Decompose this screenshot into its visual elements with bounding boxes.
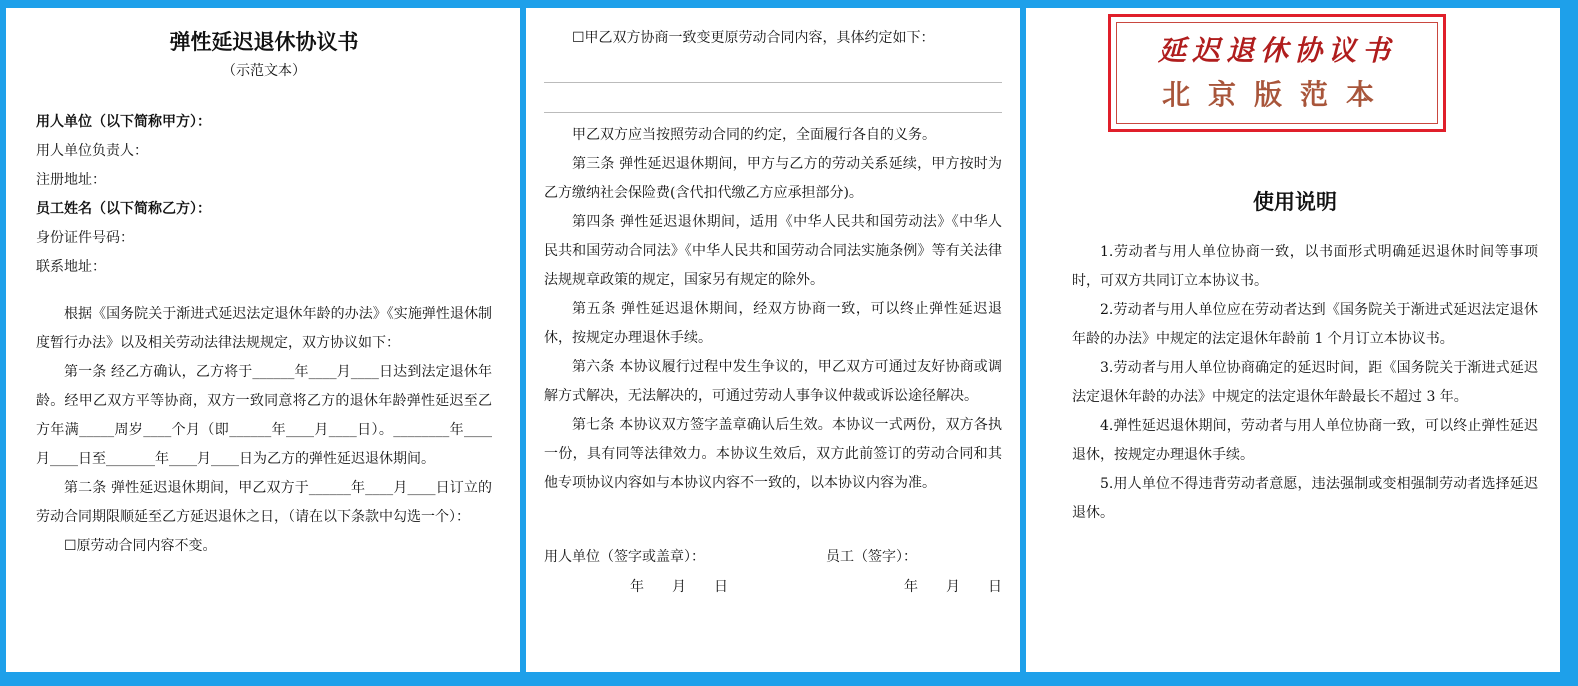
usage-notes-page — [1026, 8, 1560, 672]
usage-item: 1.劳动者与用人单位协商一致，以书面形式明确延迟退休时间等事项时，可双方共同订立本协议书。 — [1072, 244, 1538, 289]
usage-title: 使用说明 — [1253, 190, 1337, 214]
option-change-contract: ☐甲乙双方协商一致变更原劳动合同内容，具体约定如下： — [572, 30, 935, 46]
document-title: 弹性延迟退休协议书 — [169, 30, 359, 54]
party-b-id-field: 身份证件号码： — [36, 230, 134, 246]
title-stamp — [1108, 14, 1446, 132]
party-b-address-field: 联系地址： — [36, 259, 106, 275]
option-keep-contract: ☐原劳动合同内容不变。 — [64, 538, 217, 554]
blank-line — [544, 53, 1002, 83]
perform-paragraph: 甲乙双方应当按照劳动合同的约定，全面履行各自的义务。 — [572, 127, 936, 143]
date-row — [544, 572, 1002, 602]
article-1: 第一条 经乙方确认，乙方将于______年____月____日达到法定退休年龄。经甲乙双方平等协商，双方一致同意将乙方的退休年龄弹性延迟至乙方年满_____周岁____个月（即______年____月____日）。________年____月____日至_______年____月____日为乙方的弹性延迟退休期间。 — [36, 364, 492, 467]
article-4: 第四条 弹性延迟退休期间，适用《中华人民共和国劳动法》《中华人民共和国劳动合同法》《中华人民共和国劳动合同法实施条例》等有关法律法规规章政策的规定，国家另有规定的除外。 — [544, 214, 1002, 288]
party-a-address-field: 注册地址： — [36, 172, 106, 188]
usage-item: 5.用人单位不得违背劳动者意愿，违法强制或变相强制劳动者选择延迟退休。 — [1072, 476, 1538, 521]
usage-item: 2.劳动者与用人单位应在劳动者达到《国务院关于渐进式延迟法定退休年龄的办法》中规定的法定退休年龄前 1 个月订立本协议书。 — [1072, 302, 1538, 347]
party-a-head-field: 用人单位负责人： — [36, 143, 148, 159]
stamp-title: 延迟退休协议书 — [1157, 34, 1396, 67]
usage-item: 4.弹性延迟退休期间，劳动者与用人单位协商一致，可以终止弹性延迟退休，按规定办理退休手续。 — [1072, 418, 1538, 463]
intro-paragraph: 根据《国务院关于渐进式延迟法定退休年龄的办法》《实施弹性退休制度暂行办法》以及相关劳动法律法规规定，双方协议如下： — [36, 306, 492, 351]
article-6: 第六条 本协议履行过程中发生争议的，甲乙双方可通过友好协商或调解方式解决，无法解决的，可通过劳动人事争议仲裁或诉讼途径解决。 — [544, 359, 1002, 404]
blank-line — [544, 83, 1002, 113]
document-subtitle: （示范文本） — [222, 63, 306, 79]
signature-row — [544, 542, 1002, 572]
agreement-page-1 — [6, 8, 520, 672]
employer-signature-label: 用人单位（签字或盖章）： — [544, 549, 705, 565]
stamp-edition: 北京版范本 — [1161, 78, 1392, 111]
article-7: 第七条 本协议双方签字盖章确认后生效。本协议一式两份，双方各执一份，具有同等法律效力。本协议生效后，双方此前签订的劳动合同和其他专项协议内容如与本协议内容不一致的，以本协议内容为准。 — [544, 417, 1002, 491]
employee-date: 年 月 日 — [904, 579, 1002, 595]
article-2: 第二条 弹性延迟退休期间，甲乙双方于______年____月____日订立的劳动合同期限顺延至乙方延迟退休之日，（请在以下条款中勾选一个）： — [36, 480, 492, 525]
party-b-label: 员工姓名（以下简称乙方）： — [36, 201, 211, 217]
usage-item: 3.劳动者与用人单位协商确定的延迟时间，距《国务院关于渐进式延迟法定退休年龄的办法》中规定的法定退休年龄最长不超过 3 年。 — [1072, 360, 1538, 405]
article-3: 第三条 弹性延迟退休期间，甲方与乙方的劳动关系延续，甲方按时为乙方缴纳社会保险费(含代扣代缴乙方应承担部分)。 — [544, 156, 1002, 201]
agreement-page-2 — [526, 8, 1020, 672]
article-5: 第五条 弹性延迟退休期间，经双方协商一致，可以终止弹性延迟退休，按规定办理退休手续。 — [544, 301, 1002, 346]
employer-date: 年 月 日 — [630, 579, 728, 595]
party-a-label: 用人单位（以下简称甲方）： — [36, 114, 211, 130]
employee-signature-label: 员工（签字）： — [826, 549, 917, 565]
